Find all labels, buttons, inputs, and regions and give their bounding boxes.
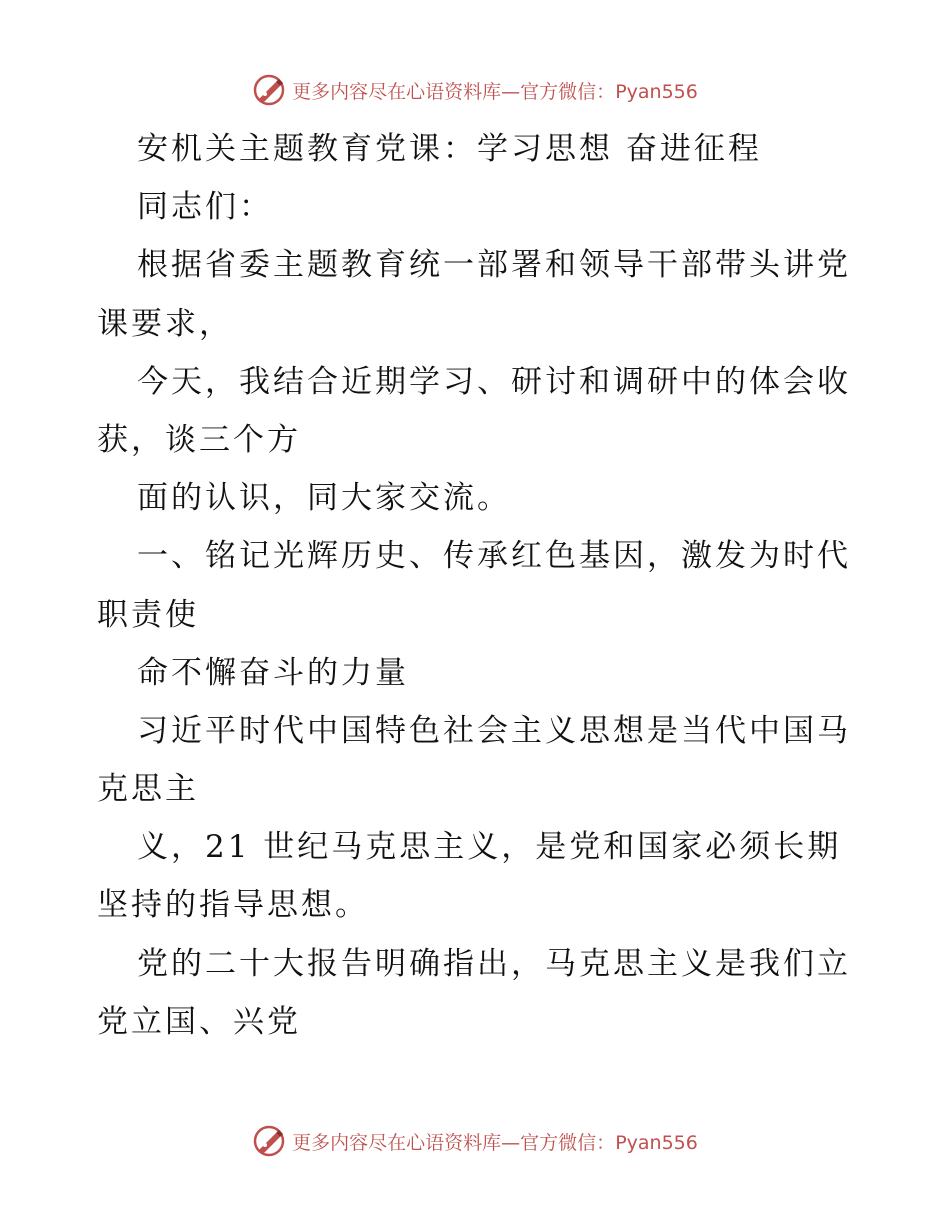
text-line: 课要求， — [97, 305, 233, 342]
text-line: 克思主 — [97, 771, 199, 808]
header-watermark — [0, 70, 950, 110]
document-title: 安机关主题教育党课：学习思想 奋进征程 — [137, 131, 762, 167]
text-line: 坚持的指导思想。 — [97, 887, 369, 924]
text-line: 党立国、兴党 — [97, 1003, 301, 1040]
text-line: 一、铭记光辉历史、传承红色基因，激发为时代 — [137, 538, 851, 575]
text-line: 命不懈奋斗的力量 — [137, 654, 409, 691]
document-body — [97, 120, 857, 1051]
text-line: 职责使 — [97, 596, 199, 633]
pen-circle-logo-icon — [252, 73, 286, 107]
watermark-text: 更多内容尽在心语资料库—官方微信：Pyan556 — [292, 1131, 698, 1154]
text-line: 面的认识，同大家交流。 — [137, 480, 511, 517]
text-line: 习近平时代中国特色社会主义思想是当代中国马 — [137, 712, 851, 749]
text-line: 今天，我结合近期学习、研讨和调研中的体会收 — [137, 363, 851, 400]
watermark-text: 更多内容尽在心语资料库—官方微信：Pyan556 — [292, 80, 698, 103]
text-line: 根据省委主题教育统一部署和领导干部带头讲党 — [137, 247, 851, 284]
text-line: 同志们： — [137, 189, 273, 226]
text-line: 义，21 世纪马克思主义，是党和国家必须长期 — [137, 829, 842, 866]
footer-watermark — [0, 1121, 950, 1161]
text-line: 党的二十大报告明确指出，马克思主义是我们立 — [137, 945, 851, 982]
pen-circle-logo-icon — [252, 1124, 286, 1158]
text-line: 获，谈三个方 — [97, 421, 301, 458]
